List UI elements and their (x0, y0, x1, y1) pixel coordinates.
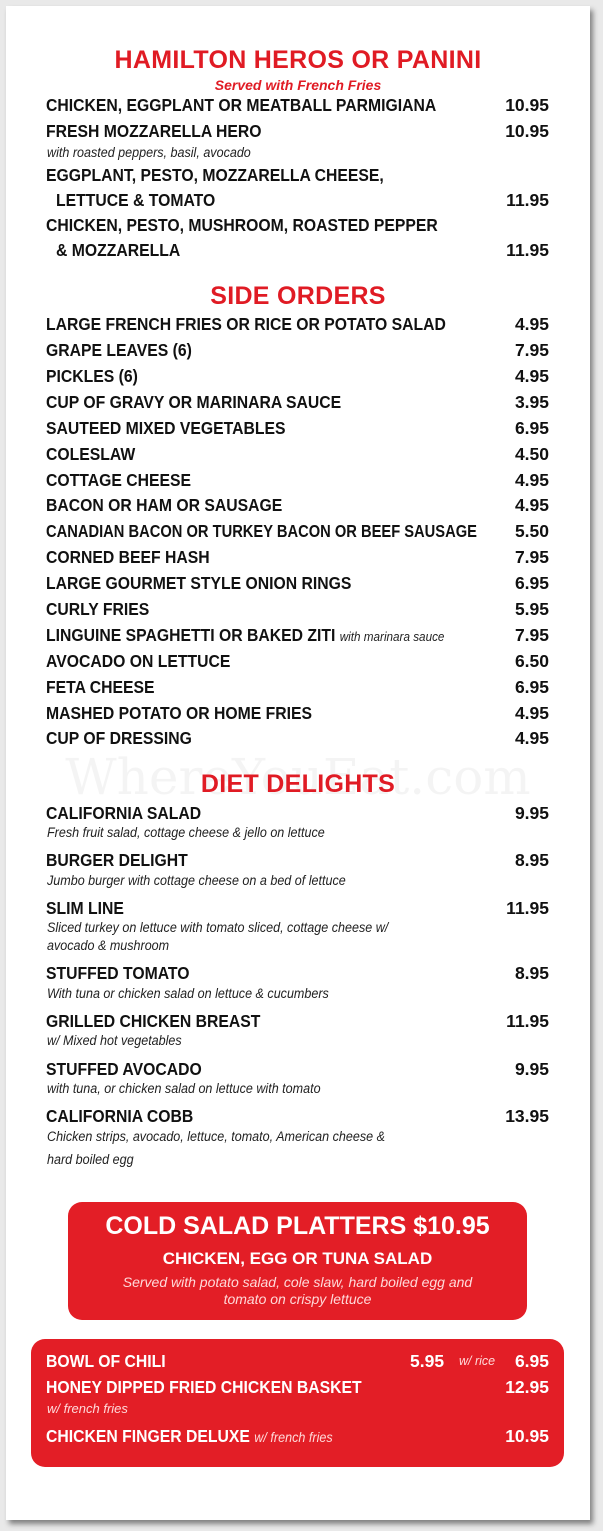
menu-item-price: 8.95 (514, 850, 549, 870)
menu-item-price: 6.95 (514, 677, 549, 697)
menu-item-name: CALIFORNIA COBB (46, 1106, 194, 1126)
menu-item-name: GRILLED CHICKEN BREAST (46, 1011, 261, 1031)
menu-item-price: 4.95 (514, 314, 549, 334)
special-item-row (46, 1426, 333, 1447)
menu-item-price: 10.95 (505, 121, 549, 141)
menu-item-name: CURLY FRIES (46, 599, 150, 619)
menu-item-description-continued: hard boiled egg (47, 1152, 134, 1167)
menu-item-name: CUP OF DRESSING (46, 728, 192, 748)
menu-item-description: With tuna or chicken salad on lettuce & cucumbers (47, 986, 329, 1001)
menu-item-name: SLIM LINE (46, 898, 124, 918)
menu-page (6, 6, 590, 1520)
menu-item-price: 9.95 (514, 1059, 549, 1079)
platters-description (68, 1274, 527, 1308)
menu-item-price: 6.95 (514, 418, 549, 438)
menu-item-name: STUFFED AVOCADO (46, 1059, 202, 1079)
menu-item-price: 7.95 (514, 625, 549, 645)
menu-item-name: BURGER DELIGHT (46, 850, 188, 870)
menu-item-price: 4.95 (514, 703, 549, 723)
menu-item-price: 10.95 (505, 95, 549, 115)
menu-item-price: 9.95 (514, 803, 549, 823)
menu-item-description-continued: avocado & mushroom (47, 938, 170, 953)
menu-item-name: CANADIAN BACON OR TURKEY BACON OR BEEF SAUSAGE (46, 521, 477, 541)
menu-item-name: EGGPLANT, PESTO, MOZZARELLA CHEESE, (46, 165, 384, 185)
menu-item-name: STUFFED TOMATO (46, 963, 190, 983)
menu-item-price: 5.50 (514, 521, 549, 541)
menu-item-price: 7.95 (514, 547, 549, 567)
menu-item-name: MASHED POTATO OR HOME FRIES (46, 703, 313, 723)
special-item-price: 12.95 (505, 1377, 549, 1397)
special-item-name: BOWL OF CHILI (46, 1351, 166, 1371)
menu-item-name: CHICKEN, PESTO, MUSHROOM, ROASTED PEPPER (46, 215, 438, 235)
heros-section-title: HAMILTON HEROS OR PANINI (114, 46, 482, 74)
specials-box (31, 1339, 564, 1467)
menu-item-name: CUP OF GRAVY OR MARINARA SAUCE (46, 392, 342, 412)
sides-section-title: SIDE ORDERS (210, 282, 386, 310)
menu-item-name: BACON OR HAM OR SAUSAGE (46, 495, 283, 515)
menu-item-price: 7.95 (514, 340, 549, 360)
menu-item-price: 8.95 (514, 963, 549, 983)
menu-item-name: LARGE GOURMET STYLE ONION RINGS (46, 573, 352, 593)
menu-item-price: 6.95 (514, 573, 549, 593)
menu-item-name: CORNED BEEF HASH (46, 547, 210, 567)
platters-description-line: Served with potato salad, cole slaw, hard boiled egg and (122, 1274, 473, 1290)
menu-item-price: 13.95 (505, 1106, 549, 1126)
menu-item-name: GRAPE LEAVES (6) (46, 340, 192, 360)
special-item-description: w/ french fries (254, 1429, 333, 1445)
special-item-description: w/ french fries (47, 1401, 128, 1416)
menu-item-price: 4.95 (514, 495, 549, 515)
menu-item-name: COTTAGE CHEESE (46, 470, 191, 490)
menu-item-price: 3.95 (514, 392, 549, 412)
special-item-price: 10.95 (505, 1426, 549, 1446)
menu-item-name: CHICKEN, EGGPLANT OR MEATBALL PARMIGIANA (46, 95, 437, 115)
menu-item-name-continued: LETTUCE & TOMATO (56, 190, 216, 210)
menu-item-price: 4.95 (514, 470, 549, 490)
menu-item-description: with marinara sauce (339, 629, 445, 644)
menu-item-price: 4.95 (514, 366, 549, 386)
menu-item-description: Sliced turkey on lettuce with tomato sliced, cottage cheese w/ (47, 920, 389, 935)
menu-item-name: FETA CHEESE (46, 677, 155, 697)
menu-item-name: COLESLAW (46, 444, 136, 464)
platters-title: COLD SALAD PLATTERS $10.95 (105, 1212, 490, 1240)
menu-item-price: 11.95 (506, 898, 549, 918)
menu-item-price: 6.50 (514, 651, 549, 671)
menu-item-price: 5.95 (514, 599, 549, 619)
special-item-option-price: 6.95 (514, 1351, 549, 1371)
special-item-option-label: w/ rice (459, 1354, 496, 1368)
menu-item-row (46, 625, 444, 646)
menu-item-name: SAUTEED MIXED VEGETABLES (46, 418, 286, 438)
menu-item-price: 11.95 (506, 240, 549, 260)
menu-item-price: 11.95 (506, 1011, 549, 1031)
menu-item-price: 11.95 (506, 190, 549, 210)
menu-item-description: with roasted peppers, basil, avocado (47, 145, 251, 160)
diet-section-title: DIET DELIGHTS (200, 770, 396, 798)
menu-item-price: 4.50 (514, 444, 549, 464)
menu-item-description: w/ Mixed hot vegetables (47, 1033, 182, 1048)
menu-item-name: LARGE FRENCH FRIES OR RICE OR POTATO SALAD (46, 314, 446, 334)
menu-item-description: Chicken strips, avocado, lettuce, tomato, American cheese & (47, 1129, 385, 1144)
special-item-name: CHICKEN FINGER DELUXE (46, 1426, 250, 1446)
menu-item-description: with tuna, or chicken salad on lettuce with tomato (47, 1081, 321, 1096)
menu-item-name: LINGUINE SPAGHETTI OR BAKED ZITI (46, 625, 336, 645)
heros-section-subtitle: Served with French Fries (214, 77, 382, 93)
cold-salad-platters-box (68, 1202, 527, 1320)
special-item-price: 5.95 (410, 1351, 445, 1371)
menu-item-description: Fresh fruit salad, cottage cheese & jello on lettuce (47, 825, 325, 840)
platters-subtitle: CHICKEN, EGG OR TUNA SALAD (162, 1249, 433, 1268)
menu-item-name: AVOCADO ON LETTUCE (46, 651, 231, 671)
menu-item-name: FRESH MOZZARELLA HERO (46, 121, 262, 141)
menu-item-price: 4.95 (514, 728, 549, 748)
menu-item-name: CALIFORNIA SALAD (46, 803, 202, 823)
special-item-name: HONEY DIPPED FRIED CHICKEN BASKET (46, 1377, 362, 1397)
menu-item-name-continued: & MOZZARELLA (56, 240, 181, 260)
menu-item-description: Jumbo burger with cottage cheese on a bed of lettuce (47, 873, 346, 888)
menu-item-name: PICKLES (6) (46, 366, 138, 386)
platters-description-line: tomato on crispy lettuce (223, 1291, 372, 1307)
